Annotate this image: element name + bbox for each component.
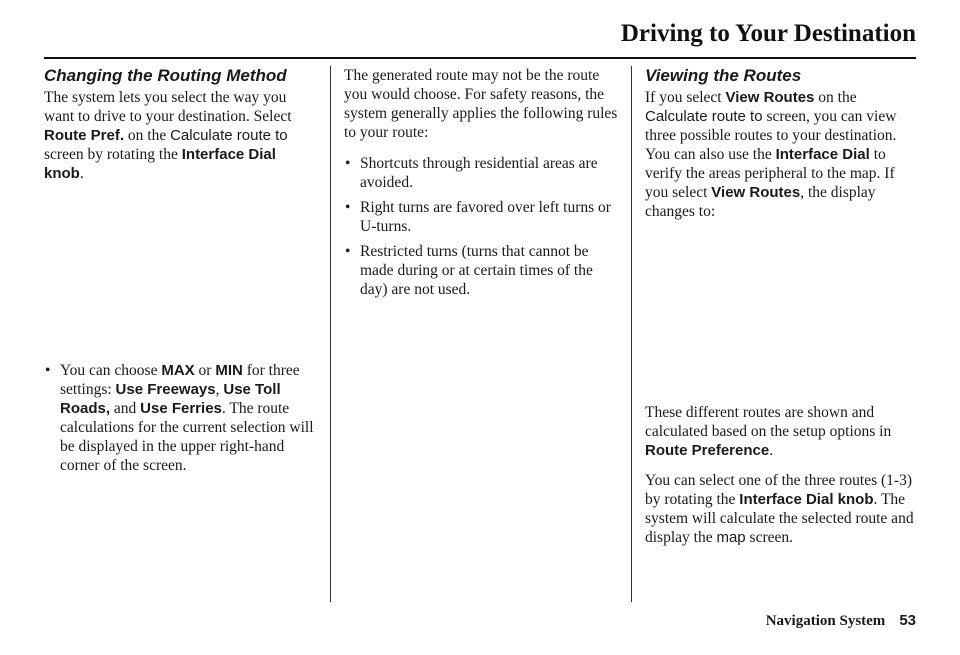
route-pref-term: Route Pref. bbox=[44, 127, 125, 144]
text-run: . bbox=[79, 165, 84, 182]
text-run: The system lets you select the way you want to drive to your destination. Select bbox=[44, 89, 292, 125]
header-rule bbox=[44, 57, 916, 59]
interface-dial-knob-term: Interface Dial knob bbox=[739, 491, 874, 508]
text-run: . The system will calculate the selected route and display the bbox=[645, 491, 914, 546]
text-run: and bbox=[110, 400, 141, 417]
interface-dial-term: Interface Dial bbox=[775, 146, 870, 163]
list-item: • Shortcuts through residential areas are avoided. bbox=[344, 154, 620, 192]
text-run: . bbox=[769, 442, 774, 459]
text-run: screen, you can view three possible routes to your destination. You can also use the bbox=[645, 108, 897, 163]
interface-dial-knob-term: Interface Dial knob bbox=[44, 146, 276, 182]
text-run: These different routes are shown and calculated based on the setup options in bbox=[645, 404, 892, 440]
text-run: on the bbox=[814, 89, 857, 106]
route-preference-paragraph bbox=[645, 403, 920, 460]
page-title: Driving to Your Destination bbox=[620, 20, 916, 47]
text-run: on the bbox=[124, 127, 171, 144]
min-term: MIN bbox=[215, 362, 243, 379]
figure-space bbox=[645, 221, 920, 403]
text-run: If you select bbox=[645, 89, 726, 106]
text-run: to verify the areas peripheral to the map. If you select bbox=[645, 146, 895, 201]
calculate-route-screen-term: Calculate route to bbox=[645, 108, 763, 125]
routing-method-paragraph bbox=[44, 88, 316, 183]
select-route-paragraph bbox=[645, 471, 920, 547]
use-ferries-term: Use Ferries bbox=[140, 400, 222, 417]
column-1 bbox=[44, 66, 316, 481]
column-2 bbox=[344, 66, 620, 305]
column-divider bbox=[330, 66, 331, 602]
calculate-route-screen-term: Calculate route to bbox=[170, 127, 288, 144]
list-item bbox=[44, 361, 316, 475]
max-term: MAX bbox=[161, 362, 195, 379]
text-run: for three settings: bbox=[60, 362, 300, 398]
section-heading-viewing-routes: Viewing the Routes bbox=[645, 66, 802, 85]
section-heading-routing-method: Changing the Routing Method bbox=[44, 66, 287, 85]
text-run: screen by rotating the bbox=[44, 146, 182, 163]
figure-space bbox=[44, 183, 316, 349]
route-preference-term: Route Preference bbox=[645, 442, 770, 459]
list-item: • Right turns are favored over left turns or U-turns. bbox=[344, 198, 620, 236]
settings-bullet-list bbox=[44, 361, 316, 475]
column-3 bbox=[645, 66, 920, 547]
column-divider bbox=[631, 66, 632, 602]
footer-label: Navigation System bbox=[765, 613, 886, 629]
page-number: 53 bbox=[899, 612, 916, 629]
list-item: • Restricted turns (turns that cannot be made during or at certain times of the day) are not used. bbox=[344, 242, 620, 299]
text-run: , bbox=[215, 381, 224, 398]
text-run: , the display changes to: bbox=[645, 184, 876, 220]
viewing-routes-paragraph bbox=[645, 88, 920, 221]
use-toll-roads-term: Use Toll Roads, bbox=[60, 381, 281, 417]
view-routes-term: View Routes bbox=[725, 89, 815, 106]
route-rules-intro: The generated route may not be the route you would choose. For safety reasons, the system generally applies the following rules to your route: bbox=[344, 67, 618, 141]
text-run: or bbox=[194, 362, 216, 379]
view-routes-term: View Routes bbox=[711, 184, 801, 201]
route-rules-list bbox=[344, 154, 620, 299]
text-run: You can select one of the three routes (1-3) by rotating the bbox=[645, 472, 913, 508]
text-run: screen. bbox=[745, 529, 793, 546]
map-screen-term: map bbox=[716, 529, 746, 546]
page-footer bbox=[766, 612, 916, 630]
text-run: . The route calculations for the current selection will be displayed in the upper right-hand corner of the screen. bbox=[60, 400, 314, 474]
use-freeways-term: Use Freeways bbox=[115, 381, 216, 398]
text-run: You can choose bbox=[60, 362, 162, 379]
